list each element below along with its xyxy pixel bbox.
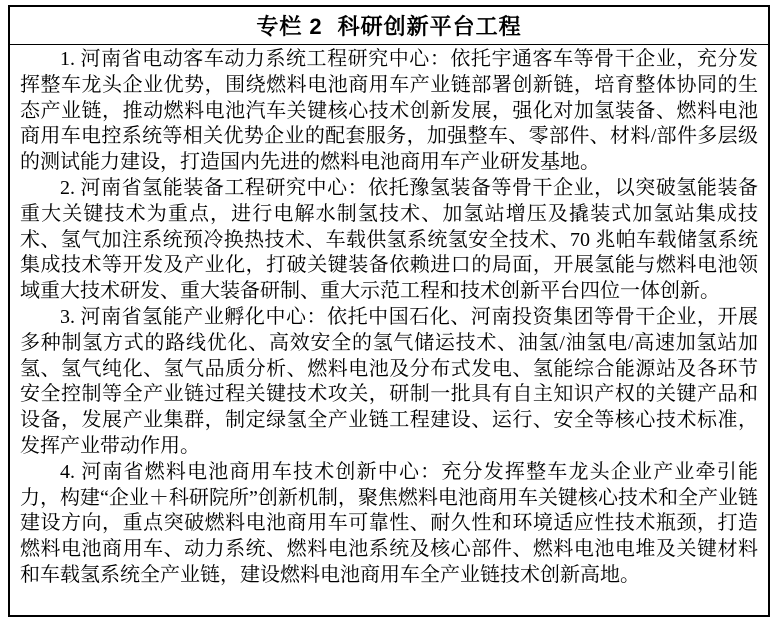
- paragraph-2: 2. 河南省氢能装备工程研究中心：依托豫氢装备等骨干企业，以突破氢能装备重大关键技术为重点，进行电解水制氢技术、加氢站增压及撬装式加氢站集成技术、氢气加注系统预冷换热技术、车载供氢系统氢安全技术、70 兆帕车载储氢系统集成技术等开发及产业化，打破关键装备依赖进口的局面，开展氢能与燃料电池领域重大技术研发、重大装备研制、重大示范工程和技术创新平台四位一体创新。: [20, 176, 758, 303]
- paragraph-1: 1. 河南省电动客车动力系统工程研究中心：依托宇通客车等骨干企业，充分发挥整车龙头企业优势，围绕燃料电池商用车产业链部署创新链，培育整体协同的生态产业链，推动燃料电池汽车关键核心技术创新发展，强化对加氢装备、燃料电池商用车电控系统等相关优势企业的配套服务，加强整车、零部件、材料/部件多层级的测试能力建设，打造国内先进的燃料电池商用车产业研发基地。: [20, 48, 758, 174]
- callout-box: [8, 5, 770, 617]
- box-body: [10, 45, 768, 589]
- box-title-text: 科研创新平台工程: [337, 14, 522, 39]
- box-title: [10, 7, 768, 45]
- box-title-prefix: 专栏 2: [256, 14, 323, 39]
- paragraph-3: 3. 河南省氢能产业孵化中心：依托中国石化、河南投资集团等骨干企业，开展多种制氢方式的路线优化、高效安全的氢气储运技术、油氢/油氢电/高速加氢站加氢、氢气纯化、氢气品质分析、燃料电池及分布式发电、氢能综合能源站及各环节安全控制等全产业链过程关键技术攻关，研制一批具有自主知识产权的关键产品和设备，发展产业集群，制定绿氢全产业链工程建设、运行、安全等核心技术标准，发挥产业带动作用。: [20, 305, 758, 457]
- paragraph-4: 4. 河南省燃料电池商用车技术创新中心：充分发挥整车龙头企业产业牵引能力，构建“企业＋科研院所”创新机制，聚焦燃料电池商用车关键核心技术和全产业链建设方向，重点突破燃料电池商用车可靠性、耐久性和环境适应性技术瓶颈，打造燃料电池商用车、动力系统、燃料电池系统及核心部件、燃料电池电堆及关键材料和车载氢系统全产业链，建设燃料电池商用车全产业链技术创新高地。: [20, 460, 758, 586]
